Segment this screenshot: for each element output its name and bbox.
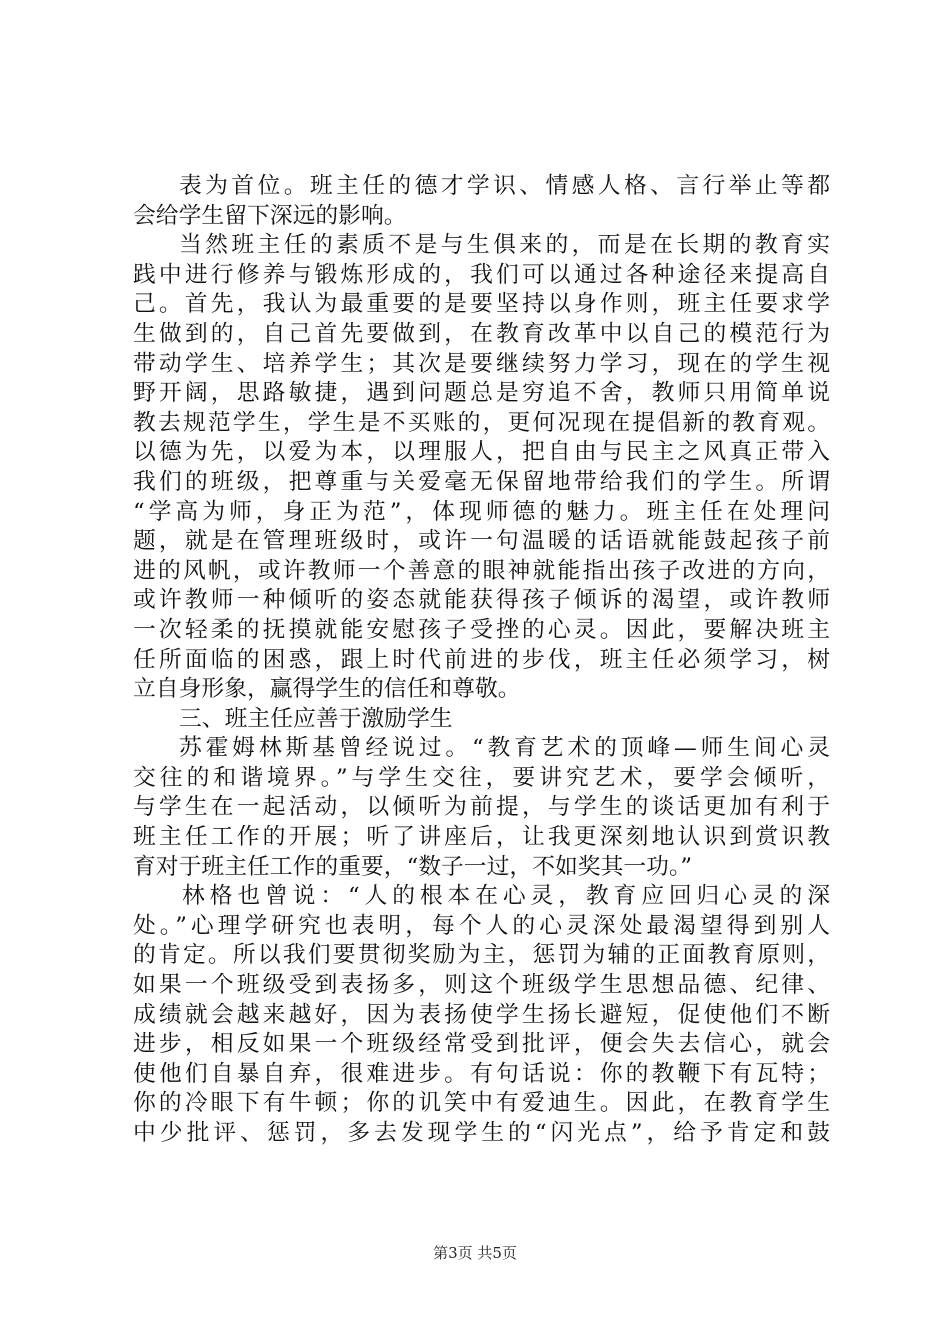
text-line: 中少批评、惩罚，多去发现学生的“闪光点”，给予肯定和鼓 — [133, 1120, 830, 1146]
text-line: “学高为师，身正为范”，体现师德的魅力。班主任在处理问 — [133, 498, 830, 525]
text-line: 我们的班级，把尊重与关爱毫无保留地带给我们的学生。所谓 — [133, 468, 830, 495]
text-line: 践中进行修养与锻炼形成的，我们可以通过各种途径来提高自 — [133, 261, 830, 288]
text-line: 野开阔，思路敏捷，遇到问题总是穷追不舍，教师只用简单说 — [133, 380, 830, 407]
text-line: 立自身形象，赢得学生的信任和尊敬。 — [133, 676, 521, 703]
text-line: 一次轻柔的抚摸就能安慰孩子受挫的心灵。因此，要解决班主 — [133, 616, 830, 643]
text-line: 进的风帆，或许教师一个善意的眼神就能指出孩子改进的方向， — [133, 557, 830, 584]
text-line: 如果一个班级受到表扬多，则这个班级学生思想品德、纪律、 — [133, 972, 830, 999]
text-line: 题，就是在管理班级时，或许一句温暖的话语就能鼓起孩子前 — [133, 528, 830, 555]
document-body — [133, 172, 830, 1149]
text-line: 会给学生留下深远的影响。 — [133, 202, 407, 229]
text-line: 育对于班主任工作的重要，“数子一过，不如奖其一功。” — [133, 853, 693, 880]
text-line: 生做到的，自己首先要做到，在教育改革中以自己的模范行为 — [133, 320, 830, 347]
text-line: 己。首先，我认为最重要的是要坚持以身作则，班主任要求学 — [133, 291, 830, 318]
text-line: 班主任工作的开展；听了讲座后，让我更深刻地认识到赏识教 — [133, 824, 830, 851]
text-line: 你的冷眼下有牛顿；你的讥笑中有爱迪生。因此，在教育学生 — [133, 1090, 830, 1117]
text-line: 苏霍姆林斯基曾经说过。“教育艺术的顶峰—师生间心灵 — [179, 735, 830, 762]
section-heading: 三、班主任应善于激励学生 — [179, 705, 453, 732]
text-line: 以德为先，以爱为本，以理服人，把自由与民主之风真正带入 — [133, 439, 830, 466]
text-line: 使他们自暴自弃，很难进步。有句话说：你的教鞭下有瓦特； — [133, 1060, 830, 1087]
text-line: 任所面临的困惑，跟上时代前进的步伐，班主任必须学习，树 — [133, 646, 830, 673]
text-line: 教去规范学生，学生是不买账的，更何况现在提倡新的教育观。 — [133, 409, 830, 436]
page-number-label: 第3页 共5页 — [433, 1244, 517, 1262]
text-line: 进步，相反如果一个班级经常受到批评，便会失去信心，就会 — [133, 1031, 830, 1058]
text-line: 表为首位。班主任的德才学识、情感人格、言行举止等都 — [179, 173, 830, 199]
text-line: 林格也曾说：“人的根本在心灵，教育应回归心灵的深 — [182, 883, 830, 910]
text-line: 当然班主任的素质不是与生俱来的，而是在长期的教育实 — [179, 232, 830, 259]
text-line: 与学生在一起活动，以倾听为前提，与学生的谈话更加有利于 — [133, 794, 830, 821]
text-line: 处。”心理学研究也表明，每个人的心灵深处最渴望得到别人 — [133, 912, 830, 939]
text-line: 或许教师一种倾听的姿态就能获得孩子倾诉的渴望，或许教师 — [133, 587, 830, 614]
text-line: 带动学生、培养学生；其次是要继续努力学习，现在的学生视 — [133, 350, 830, 377]
text-line: 的肯定。所以我们要贯彻奖励为主，惩罚为辅的正面教育原则， — [133, 942, 830, 969]
page-footer — [0, 1243, 950, 1263]
text-line: 交往的和谐境界。”与学生交往，要讲究艺术，要学会倾听， — [133, 764, 830, 791]
text-line: 成绩就会越来越好，因为表扬使学生扬长避短，促使他们不断 — [133, 1001, 830, 1028]
